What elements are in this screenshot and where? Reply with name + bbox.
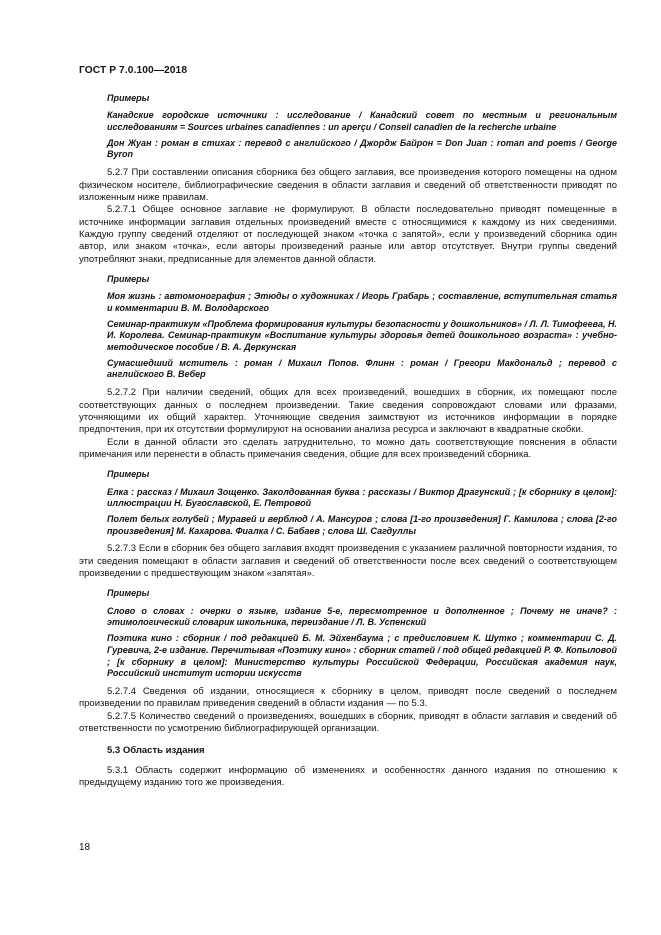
- example-entry: Семинар-практикум «Проблема формирования культуры безопасности у дошкольников» / Л. Л. Тимофеева, Н. И. Королева. Семинар-практикум «Воспитание культуры здоровья детей дошкольного возраста» : учебно-методическое пособие / В. А. Деркунская: [107, 318, 617, 353]
- examples-heading: Примеры: [107, 93, 150, 103]
- body-paragraph: 5.2.7.5 Количество сведений о произведениях, вошедших в сборник, приводят в области заглавия и сведений об ответственности по усмотрению библиографирующей организации.: [79, 710, 617, 735]
- body-paragraph: 5.2.7.4 Сведения об издании, относящиеся к сборнику в целом, приводят после сведений о последнем произведении по правилам приведения сведений в области издания — по 5.3.: [79, 685, 617, 710]
- example-entry: Канадские городские источники : исследование / Канадский совет по местным и региональным исследованиям = Sources urbaines canadiennes : un aperçu / Conseil canadien de la recherche urbaine: [107, 110, 617, 133]
- example-entry: Полет белых голубей ; Муравей и верблюд / А. Мансуров ; слова [1-го произведения] Г. Камилова ; слова [2-го произведения] М. Кахарова. Фиалка / С. Бабаев ; слова Ш. Сагдуллы: [107, 513, 617, 536]
- examples-heading: Примеры: [107, 273, 150, 284]
- page-number: 18: [79, 842, 91, 853]
- example-entry: Елка : рассказ / Михаил Зощенко. Заколдованная буква : рассказы / Виктор Драгунский ; [к сборнику в целом]: иллюстрации Н. Бугославской, Е. Петровой: [107, 486, 617, 509]
- body-paragraph: Если в данной области это сделать затруднительно, то можно дать соответствующие пояснения в области примечания или перенести в область примечания сведения, общие для всех произведений сборника.: [79, 436, 617, 460]
- body-paragraph: 5.2.7.3 Если в сборник без общего заглавия входят произведения с указанием различной повторности издания, то эти сведения помещают в области заглавия и сведений об ответственности после всех сведений о соответствующем произведении с предшествующим знаком «запятая».: [79, 543, 617, 580]
- example-entry: Дон Жуан : роман в стихах : перевод с английского / Джордж Байрон = Don Juan : roman and poems / George Byron: [107, 137, 617, 160]
- section-title: 5.3 Область издания: [107, 745, 205, 757]
- examples-heading: Примеры: [107, 469, 150, 480]
- body-paragraph: 5.2.7.1 Общее основное заглавие не формулируют. В области последовательно приводят помещенные в источнике информации заглавия отдельных произведений вместе с относящимися к каждому из них сведениями. Каждую группу сведений отделяют от последующей знаком «точка с запятой», если у произведений сборника один автор, или знаком «точка», если авторы произведений разные или автор отсутствует. Внутри группы сведений употребляют знаки, предписанные для элементов данной области.: [79, 204, 617, 265]
- body-paragraph: 5.3.1 Область содержит информацию об изменениях и особенностях данного издания по отношению к предыдущему изданию того же произведения.: [79, 764, 617, 789]
- document-body: [79, 92, 617, 789]
- example-entry: Моя жизнь : автомонография ; Этюды о художниках / Игорь Грабарь ; составление, вступительная статья и комментарии В. М. Володарского: [107, 291, 617, 313]
- example-entry: Сумасшедший мститель : роман / Михаил Попов. Флинн : роман / Грегори Макдональд ; перевод с английского В. Вебер: [107, 357, 617, 380]
- document-header: ГОСТ Р 7.0.100—2018: [79, 65, 188, 76]
- body-paragraph: 5.2.7.2 При наличии сведений, общих для всех произведений, вошедших в сборник, их помещают после соответствующих данных о последнем произведении. Такие сведения сопровождают словами или фразами, уточняющими их общий характер. Уточняющие сведения заимствуют из источников информации в порядке предпочтения, при их отсутствии формулируют на основании анализа ресурса и заключают в квадратные скобки.: [79, 387, 617, 436]
- example-entry: Слово о словах : очерки о языке, издание 5-е, пересмотренное и дополненное ; Почему не иначе? : этимологический словарик школьника, переиздание / Л. В. Успенский: [107, 605, 617, 628]
- example-entry: Поэтика кино : сборник / под редакцией Б. М. Эйхенбаума ; с предисловием К. Шутко ; комментарии С. Д. Гуревича, 2-е издание. Перечитывая «Поэтику кино» : сборник статей / под общей редакцией Р. Ф. Копыловой ; [к сборнику в целом]: Министерство культуры Российской Федерации, Российская академия наук, Российский институт истории искусств: [107, 633, 617, 679]
- body-paragraph: 5.2.7 При составлении описания сборника без общего заглавия, все произведения которого помещены на одном физическом носителе, библиографические сведения в области заглавия и сведений об ответственности приводят по изложенным ниже правилам.: [79, 167, 617, 203]
- examples-heading: Примеры: [107, 588, 150, 599]
